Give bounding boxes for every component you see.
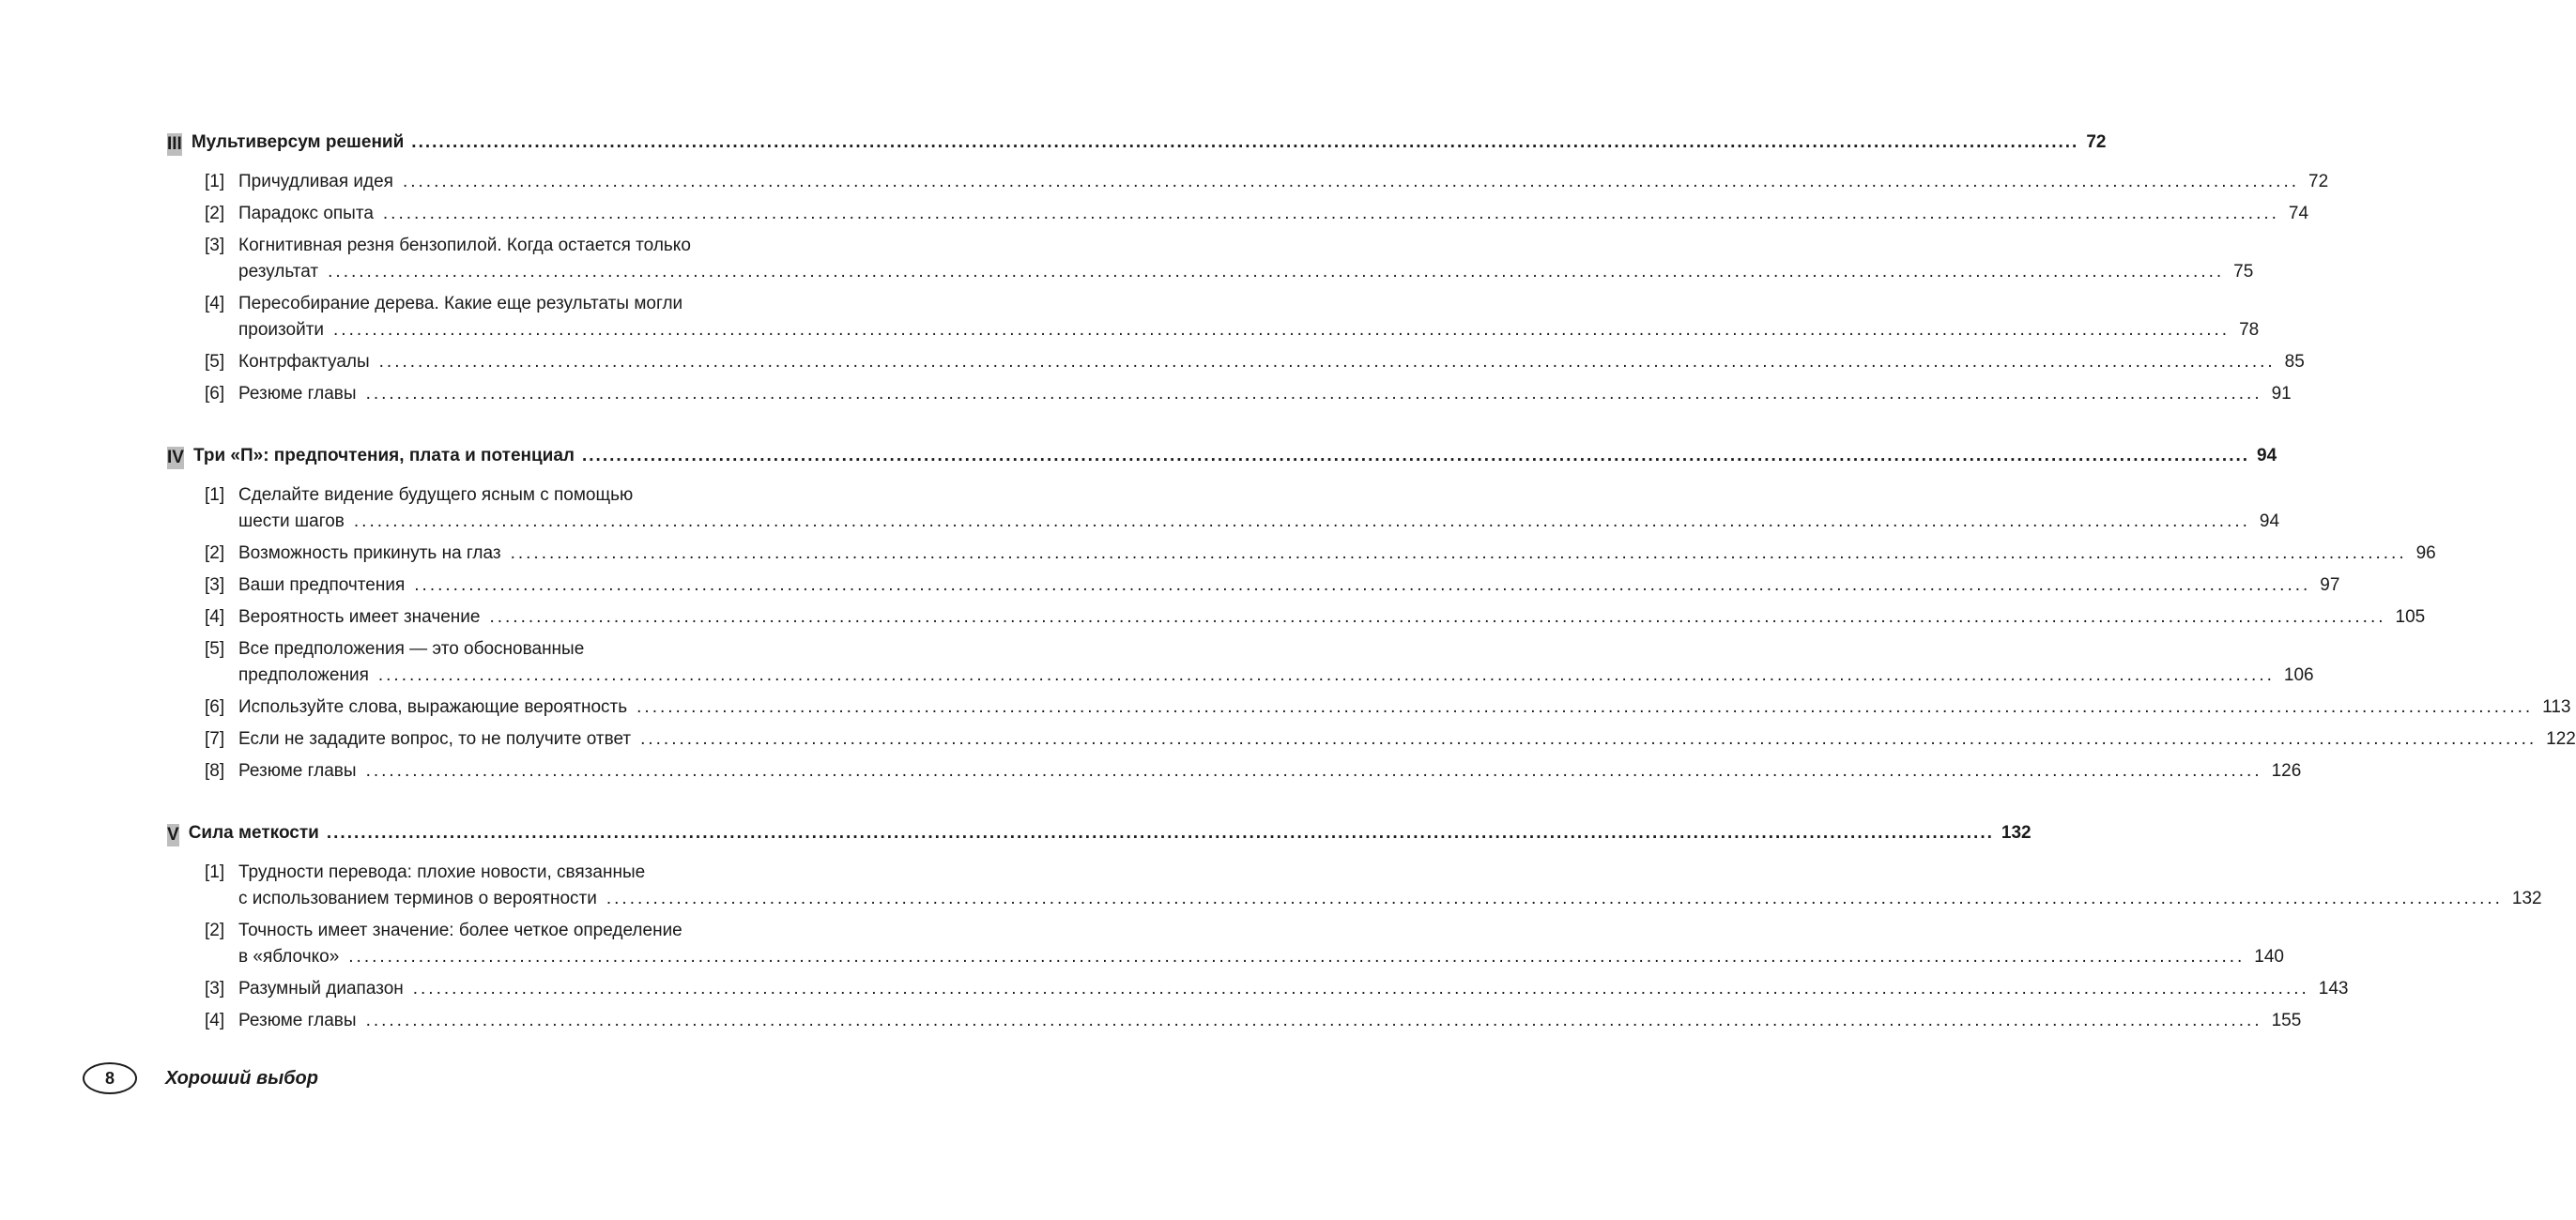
- section-title: Трудности перевода: плохие новости, связанные: [238, 862, 646, 882]
- section-title: Используйте слова, выражающие вероятность: [238, 697, 628, 717]
- chapter-title: Мультиверсум решений: [191, 132, 405, 152]
- chapter-title: Три «П»: предпочтения, плата и потенциал: [192, 446, 575, 465]
- chapter-page-number: 72: [2086, 132, 2107, 152]
- dot-leader: [366, 1008, 2262, 1034]
- dot-leader: [413, 976, 2309, 1002]
- section-page-number: 97: [2320, 575, 2340, 595]
- section-page-number: 132: [2511, 889, 2542, 908]
- section-number: [4]: [205, 1011, 225, 1030]
- section-title: Контрфактуалы: [238, 352, 370, 372]
- dot-leader: [511, 541, 2407, 567]
- section-page-number: 105: [2395, 607, 2426, 627]
- section-number: [6]: [205, 384, 225, 404]
- chapter: [167, 445, 2576, 785]
- dot-leader: [378, 663, 2275, 689]
- section-title: Резюме главы: [238, 1011, 357, 1030]
- section-page-number: 78: [2239, 320, 2260, 340]
- chapter-page-number: 132: [2001, 823, 2032, 843]
- section-entry[interactable]: [205, 1008, 2302, 1034]
- section-title: Пересобирание дерева. Какие еще результаты могли: [238, 294, 683, 313]
- section-title: в «яблочко»: [238, 947, 340, 967]
- dot-leader: [366, 381, 2262, 407]
- section-page-number: 122: [2546, 729, 2576, 749]
- section-page-number: 91: [2271, 384, 2292, 404]
- section-entry[interactable]: [205, 976, 2349, 1002]
- section-page-number: 94: [2259, 511, 2280, 531]
- section-page-number: 140: [2254, 947, 2284, 967]
- dot-leader: [411, 132, 2078, 153]
- dot-leader: [403, 169, 2299, 195]
- section-title: Сделайте видение будущего ясным с помощью: [238, 485, 634, 505]
- section-number: [7]: [205, 729, 225, 749]
- section-page-number: 74: [2288, 204, 2309, 223]
- section-page-number: 126: [2271, 761, 2302, 781]
- section-page-number: 113: [2542, 697, 2571, 717]
- dot-leader: [606, 886, 2503, 912]
- dot-leader: [366, 758, 2262, 785]
- section-title: Все предположения — это обоснованные: [238, 639, 585, 659]
- section-number: [4]: [205, 294, 225, 313]
- section-page-number: 75: [2233, 262, 2254, 282]
- section-entry[interactable]: [205, 604, 2426, 631]
- section-page-number: 96: [2415, 543, 2436, 563]
- chapter: [167, 131, 2329, 407]
- section-number: [2]: [205, 921, 225, 940]
- section-entry[interactable]: [205, 694, 2571, 721]
- chapter-page-number: 94: [2257, 446, 2277, 465]
- section-number: [3]: [205, 236, 225, 255]
- section-entry[interactable]: [205, 758, 2302, 785]
- section-entry[interactable]: [205, 381, 2292, 407]
- section-list: [167, 860, 2542, 1034]
- section-entry[interactable]: [205, 291, 2260, 343]
- section-number: [1]: [205, 862, 225, 882]
- section-title: Если не зададите вопрос, то не получите ответ: [238, 729, 632, 749]
- chapter-title: Сила меткости: [188, 823, 319, 843]
- section-title: с использованием терминов о вероятности: [238, 889, 597, 908]
- section-page-number: 85: [2284, 352, 2305, 372]
- section-entry[interactable]: [205, 201, 2309, 227]
- section-list: [167, 482, 2576, 785]
- dot-leader: [383, 201, 2279, 227]
- section-entry[interactable]: [205, 169, 2329, 195]
- section-page-number: 106: [2283, 665, 2314, 685]
- section-number: [2]: [205, 204, 225, 223]
- section-list: [167, 169, 2329, 407]
- section-entry[interactable]: [205, 482, 2280, 535]
- section-number: [3]: [205, 979, 225, 999]
- section-entry[interactable]: [205, 541, 2436, 567]
- chapter: [167, 822, 2542, 1034]
- section-page-number: 143: [2318, 979, 2349, 999]
- dot-leader: [414, 572, 2310, 599]
- section-entry[interactable]: [205, 636, 2314, 689]
- section-number: [1]: [205, 485, 225, 505]
- section-title: Когнитивная резня бензопилой. Когда остается только: [238, 236, 691, 255]
- dot-leader: [582, 446, 2249, 466]
- section-title: шести шагов: [238, 511, 345, 531]
- dot-leader: [640, 726, 2537, 753]
- dot-leader: [348, 944, 2245, 970]
- chapter-heading[interactable]: [167, 445, 2277, 477]
- section-entry[interactable]: [205, 233, 2254, 285]
- section-number: [5]: [205, 639, 225, 659]
- dot-leader: [636, 694, 2533, 721]
- table-of-contents: [167, 131, 2576, 1072]
- section-title: Причудливая идея: [238, 172, 393, 191]
- dot-leader: [328, 259, 2224, 285]
- chapter-heading[interactable]: [167, 131, 2107, 163]
- section-title: предположения: [238, 665, 369, 685]
- section-title: Резюме главы: [238, 761, 357, 781]
- section-number: [1]: [205, 172, 225, 191]
- section-entry[interactable]: [205, 726, 2576, 753]
- section-number: [3]: [205, 575, 225, 595]
- section-entry[interactable]: [205, 572, 2340, 599]
- section-title: Парадокс опыта: [238, 204, 374, 223]
- dot-leader: [354, 509, 2250, 535]
- chapter-numeral: V: [167, 825, 179, 845]
- dot-leader: [333, 317, 2230, 343]
- section-entry[interactable]: [205, 349, 2305, 375]
- section-title: Резюме главы: [238, 384, 357, 404]
- section-number: [5]: [205, 352, 225, 372]
- dot-leader: [379, 349, 2276, 375]
- chapter-numeral: IV: [167, 448, 184, 467]
- dot-leader: [327, 823, 1994, 844]
- chapter-heading[interactable]: [167, 822, 2032, 854]
- section-page-number: 155: [2271, 1011, 2302, 1030]
- section-number: [4]: [205, 607, 225, 627]
- section-title: Точность имеет значение: более четкое определение: [238, 921, 682, 940]
- chapter-numeral: III: [167, 134, 182, 154]
- section-title: Ваши предпочтения: [238, 575, 406, 595]
- section-title: Возможность прикинуть на глаз: [238, 543, 501, 563]
- section-number: [2]: [205, 543, 225, 563]
- section-number: [8]: [205, 761, 225, 781]
- section-title: Вероятность имеет значение: [238, 607, 481, 627]
- section-page-number: 72: [2308, 172, 2329, 191]
- section-entry[interactable]: [205, 860, 2542, 912]
- section-title: произойти: [238, 320, 325, 340]
- page-number: 8: [83, 1062, 137, 1094]
- dot-leader: [489, 604, 2385, 631]
- section-title: результат: [238, 262, 319, 282]
- section-entry[interactable]: [205, 918, 2284, 970]
- page-footer: [83, 1062, 318, 1094]
- section-title: Разумный диапазон: [238, 979, 404, 999]
- section-number: [6]: [205, 697, 225, 717]
- book-title: Хороший выбор: [165, 1067, 318, 1089]
